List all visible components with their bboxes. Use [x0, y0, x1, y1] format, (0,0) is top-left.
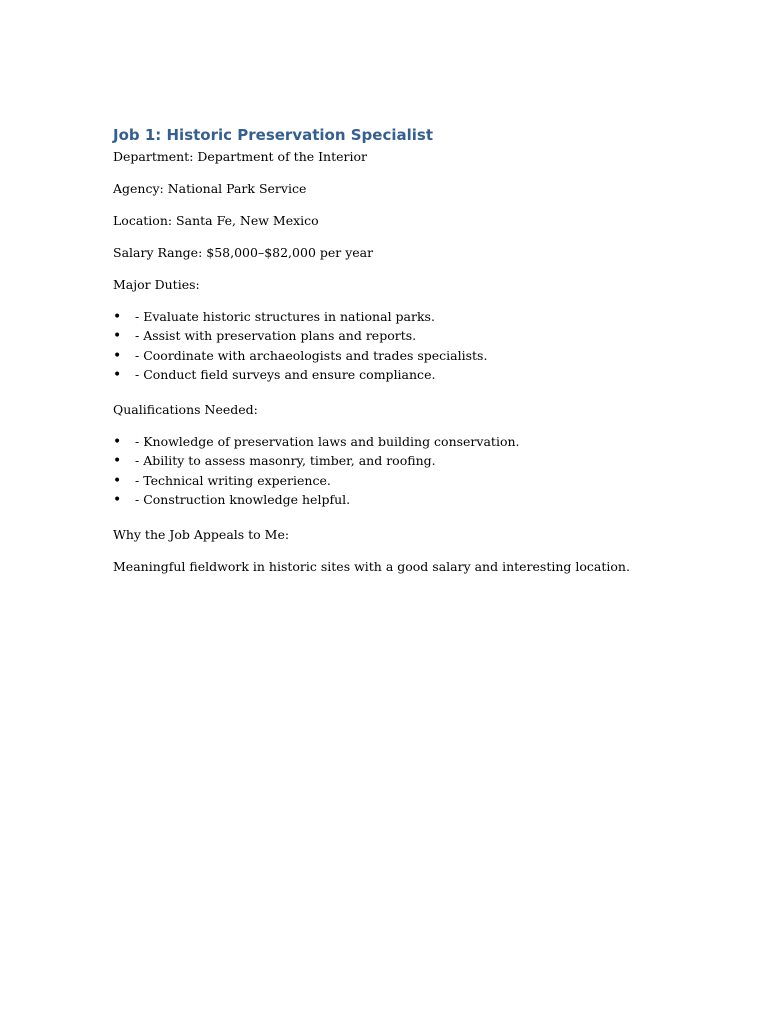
qualifications-list	[113, 434, 693, 511]
bullet-icon: •	[113, 434, 122, 451]
qualifications-label: Qualifications Needed:	[113, 402, 258, 418]
appeal-label: Why the Job Appeals to Me:	[113, 527, 290, 543]
bullet-icon: •	[113, 309, 122, 325]
job-title-heading: Job 1: Historic Preservation Specialist	[113, 126, 433, 144]
list-item	[113, 309, 693, 328]
bullet-icon: •	[113, 328, 122, 345]
department-line: Department: Department of the Interior	[113, 149, 368, 164]
bullet-icon: •	[113, 347, 122, 364]
duty-text: - Conduct field surveys and ensure compliance.	[135, 366, 436, 382]
list-item	[113, 367, 693, 386]
qualification-text: - Construction knowledge helpful.	[135, 492, 351, 508]
list-item	[113, 473, 693, 492]
qualification-text: - Knowledge of preservation laws and building conservation.	[135, 434, 520, 450]
qualification-text: - Ability to assess masonry, timber, and roofing.	[135, 453, 436, 469]
appeal-text: Meaningful fieldwork in historic sites with a good salary and interesting location.	[113, 559, 630, 575]
bullet-icon: •	[113, 472, 122, 489]
duty-text: - Evaluate historic structures in national parks.	[135, 309, 435, 324]
duties-list	[113, 309, 693, 386]
list-item	[113, 492, 693, 511]
duties-label: Major Duties:	[113, 277, 200, 292]
location-line: Location: Santa Fe, New Mexico	[113, 213, 319, 228]
bullet-icon: •	[113, 492, 122, 509]
duty-text: - Coordinate with archaeologists and trades specialists.	[135, 347, 488, 363]
qualification-text: - Technical writing experience.	[135, 472, 331, 488]
list-item	[113, 348, 693, 367]
agency-line: Agency: National Park Service	[113, 181, 307, 196]
list-item	[113, 328, 693, 347]
document-page	[113, 123, 693, 575]
list-item	[113, 453, 693, 472]
list-item	[113, 434, 693, 453]
bullet-icon: •	[113, 453, 122, 470]
salary-line: Salary Range: $58,000–$82,000 per year	[113, 245, 374, 260]
bullet-icon: •	[113, 366, 122, 383]
duty-text: - Assist with preservation plans and reports.	[135, 328, 417, 344]
